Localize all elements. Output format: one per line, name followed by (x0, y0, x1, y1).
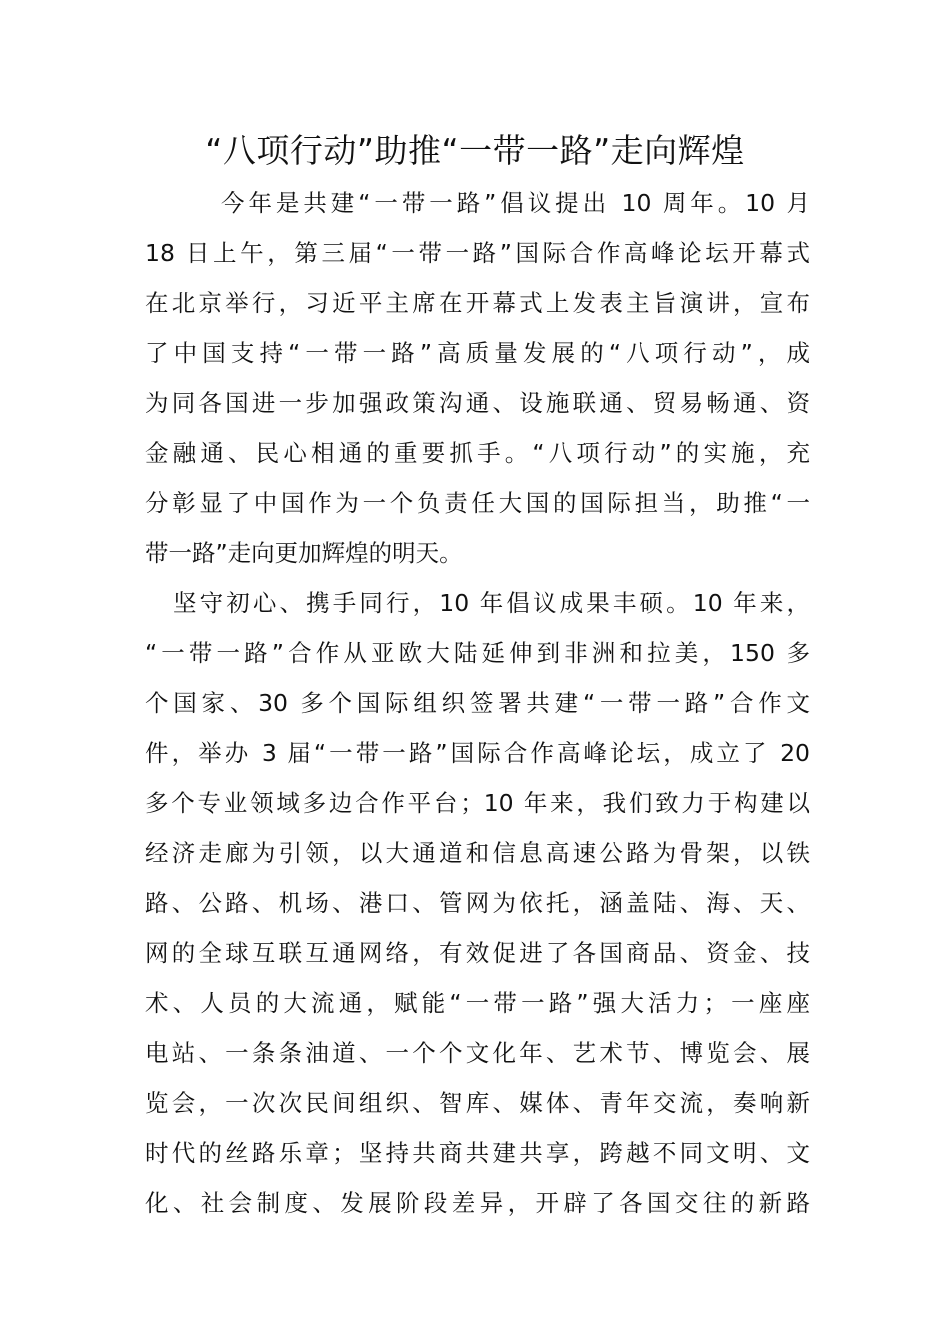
paragraph-line: 电站、一条条油道、一个个文化年、艺术节、博览会、展 (145, 1039, 810, 1067)
paragraph-line: 多个专业领域多边合作平台；10 年来，我们致力于构建以 (145, 789, 810, 817)
paragraph-line: 览会，一次次民间组织、智库、媒体、青年交流，奏响新 (145, 1089, 810, 1117)
document-body (145, 178, 810, 1228)
paragraph-line: 时代的丝路乐章；坚持共商共建共享，跨越不同文明、文 (145, 1139, 810, 1167)
paragraph-line: 个国家、30 多个国际组织签署共建“一带一路”合作文 (145, 689, 810, 717)
paragraph-line: 件，举办 3 届“一带一路”国际合作高峰论坛，成立了 20 (145, 739, 810, 767)
paragraph-1 (145, 178, 810, 578)
paragraph-line: 金融通、民心相通的重要抓手。“八项行动”的实施，充 (145, 439, 810, 467)
document-title: “八项行动”助推“一带一路”走向辉煌 (205, 131, 745, 170)
paragraph-line: 网的全球互联互通网络，有效促进了各国商品、资金、技 (145, 939, 810, 967)
paragraph-line: 为同各国进一步加强政策沟通、设施联通、贸易畅通、资 (145, 389, 810, 417)
paragraph-line: 坚守初心、携手同行，10 年倡议成果丰硕。10 年来， (173, 589, 810, 617)
paragraph-line: 今年是共建“一带一路”倡议提出 10 周年。10 月 (221, 189, 810, 217)
paragraph-line: 术、人员的大流通，赋能“一带一路”强大活力；一座座 (145, 989, 810, 1017)
paragraph-line: “一带一路”合作从亚欧大陆延伸到非洲和拉美，150 多 (145, 639, 810, 667)
paragraph-2 (145, 578, 810, 1228)
paragraph-line: 18 日上午，第三届“一带一路”国际合作高峰论坛开幕式 (145, 239, 810, 267)
paragraph-line: 在北京举行，习近平主席在开幕式上发表主旨演讲，宣布 (145, 289, 810, 317)
paragraph-line: 经济走廊为引领，以大通道和信息高速公路为骨架，以铁 (145, 839, 810, 867)
paragraph-line: 化、社会制度、发展阶段差异，开辟了各国交往的新路 (145, 1189, 810, 1217)
paragraph-line: 路、公路、机场、港口、管网为依托，涵盖陆、海、天、 (145, 889, 810, 917)
paragraph-line: 分彰显了中国作为一个负责任大国的国际担当，助推“一 (145, 489, 810, 517)
paragraph-line: 了中国支持“一带一路”高质量发展的“八项行动”，成 (145, 339, 810, 367)
paragraph-line: 带一路”走向更加辉煌的明天。 (145, 539, 463, 567)
